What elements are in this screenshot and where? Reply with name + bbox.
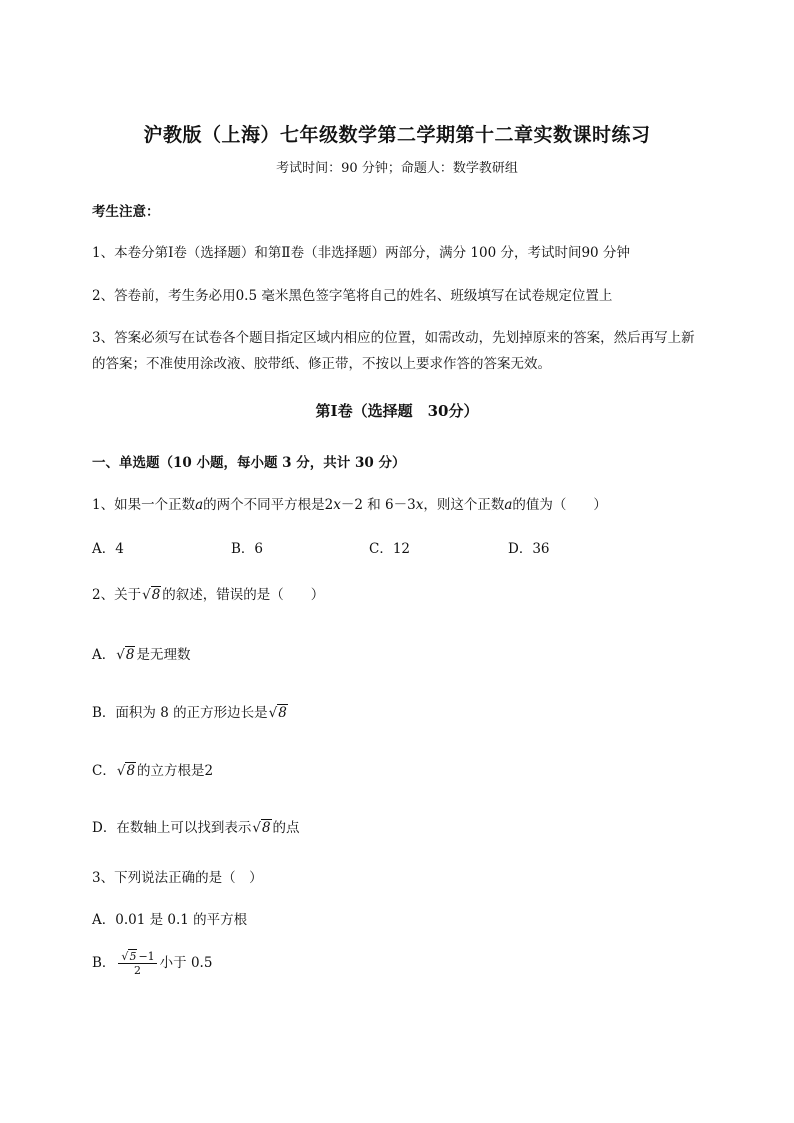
q2-option-b: B．面积为 8 的正方形边长是√8: [92, 705, 287, 721]
q2-option-c: C．√8 的立方根是2: [92, 763, 214, 779]
q1-var-x2: x: [415, 497, 424, 513]
q2-text-pre: 2、关于: [92, 587, 142, 603]
sqrt-expression: √8: [142, 587, 161, 603]
q1-option-b: B．6: [231, 541, 264, 557]
q1-text-mid3: ，则这个正数: [423, 497, 505, 513]
question-1: [92, 493, 607, 513]
section-title: 第Ⅰ卷（选择题 30分）: [315, 402, 479, 420]
q1-var-x1: x: [333, 497, 341, 513]
q1-text-post: 的值为（ ）: [512, 497, 607, 513]
q2-option-a: A．√8 是无理数: [92, 647, 191, 663]
notice-item-1: 1、本卷分第Ⅰ卷（选择题）和第Ⅱ卷（非选择题）两部分，满分 100 分，考试时间90 分钟: [92, 245, 630, 261]
notice-item-2: 2、答卷前，考生务必用0.5 毫米黑色签字笔将自己的姓名、班级填写在试卷规定位置上: [92, 288, 613, 304]
fraction: $\frac{√5 -1}{2}$: [118, 950, 156, 977]
q3-option-a: A．0.01 是 0.1 的平方根: [92, 912, 248, 928]
q3-option-b: B． $\frac{√5 -1}{2}$ 小于 0.5: [92, 950, 213, 977]
q1-option-d: D．36: [508, 541, 550, 557]
q1-option-a: A．4: [92, 541, 124, 557]
q1-option-c: C．12: [369, 541, 411, 557]
sqrt-expression: √8: [116, 763, 136, 779]
sqrt-expression: √8: [268, 705, 287, 721]
notice-item-3-cont: 的答案；不准使用涂改液、胶带纸、修正带，不按以上要求作答的答案无效。: [92, 356, 551, 372]
q1-text-mid2: －2 和 6－3: [340, 497, 416, 513]
sqrt-expression: √8: [116, 647, 135, 663]
sqrt-expression: √8: [252, 820, 271, 836]
notice-item-3: 3、答案必须写在试卷各个题目指定区域内相应的位置，如需改动，先划掉原来的答案，然后再写上新: [92, 330, 695, 346]
notice-heading: 考生注意：: [92, 204, 160, 220]
page-title: 沪教版（上海）七年级数学第二学期第十二章实数课时练习: [143, 124, 651, 146]
q1-var-a: a: [195, 497, 204, 513]
q2-text-post: 的叙述，错误的是（ ）: [162, 587, 325, 603]
q1-text-pre: 1、如果一个正数: [92, 497, 196, 513]
q2-option-d: D．在数轴上可以找到表示√8 的点: [92, 820, 300, 836]
exam-info: 考试时间：90 分钟；命题人：数学教研组: [276, 161, 518, 176]
q1-var-a2: a: [504, 497, 513, 513]
q1-text-mid1: 的两个不同平方根是2: [203, 497, 334, 513]
question-2: [92, 583, 324, 603]
part-title: 一、单选题（10 小题，每小题 3 分，共计 30 分）: [92, 455, 406, 471]
question-3: 3、下列说法正确的是（ ）: [92, 870, 263, 886]
